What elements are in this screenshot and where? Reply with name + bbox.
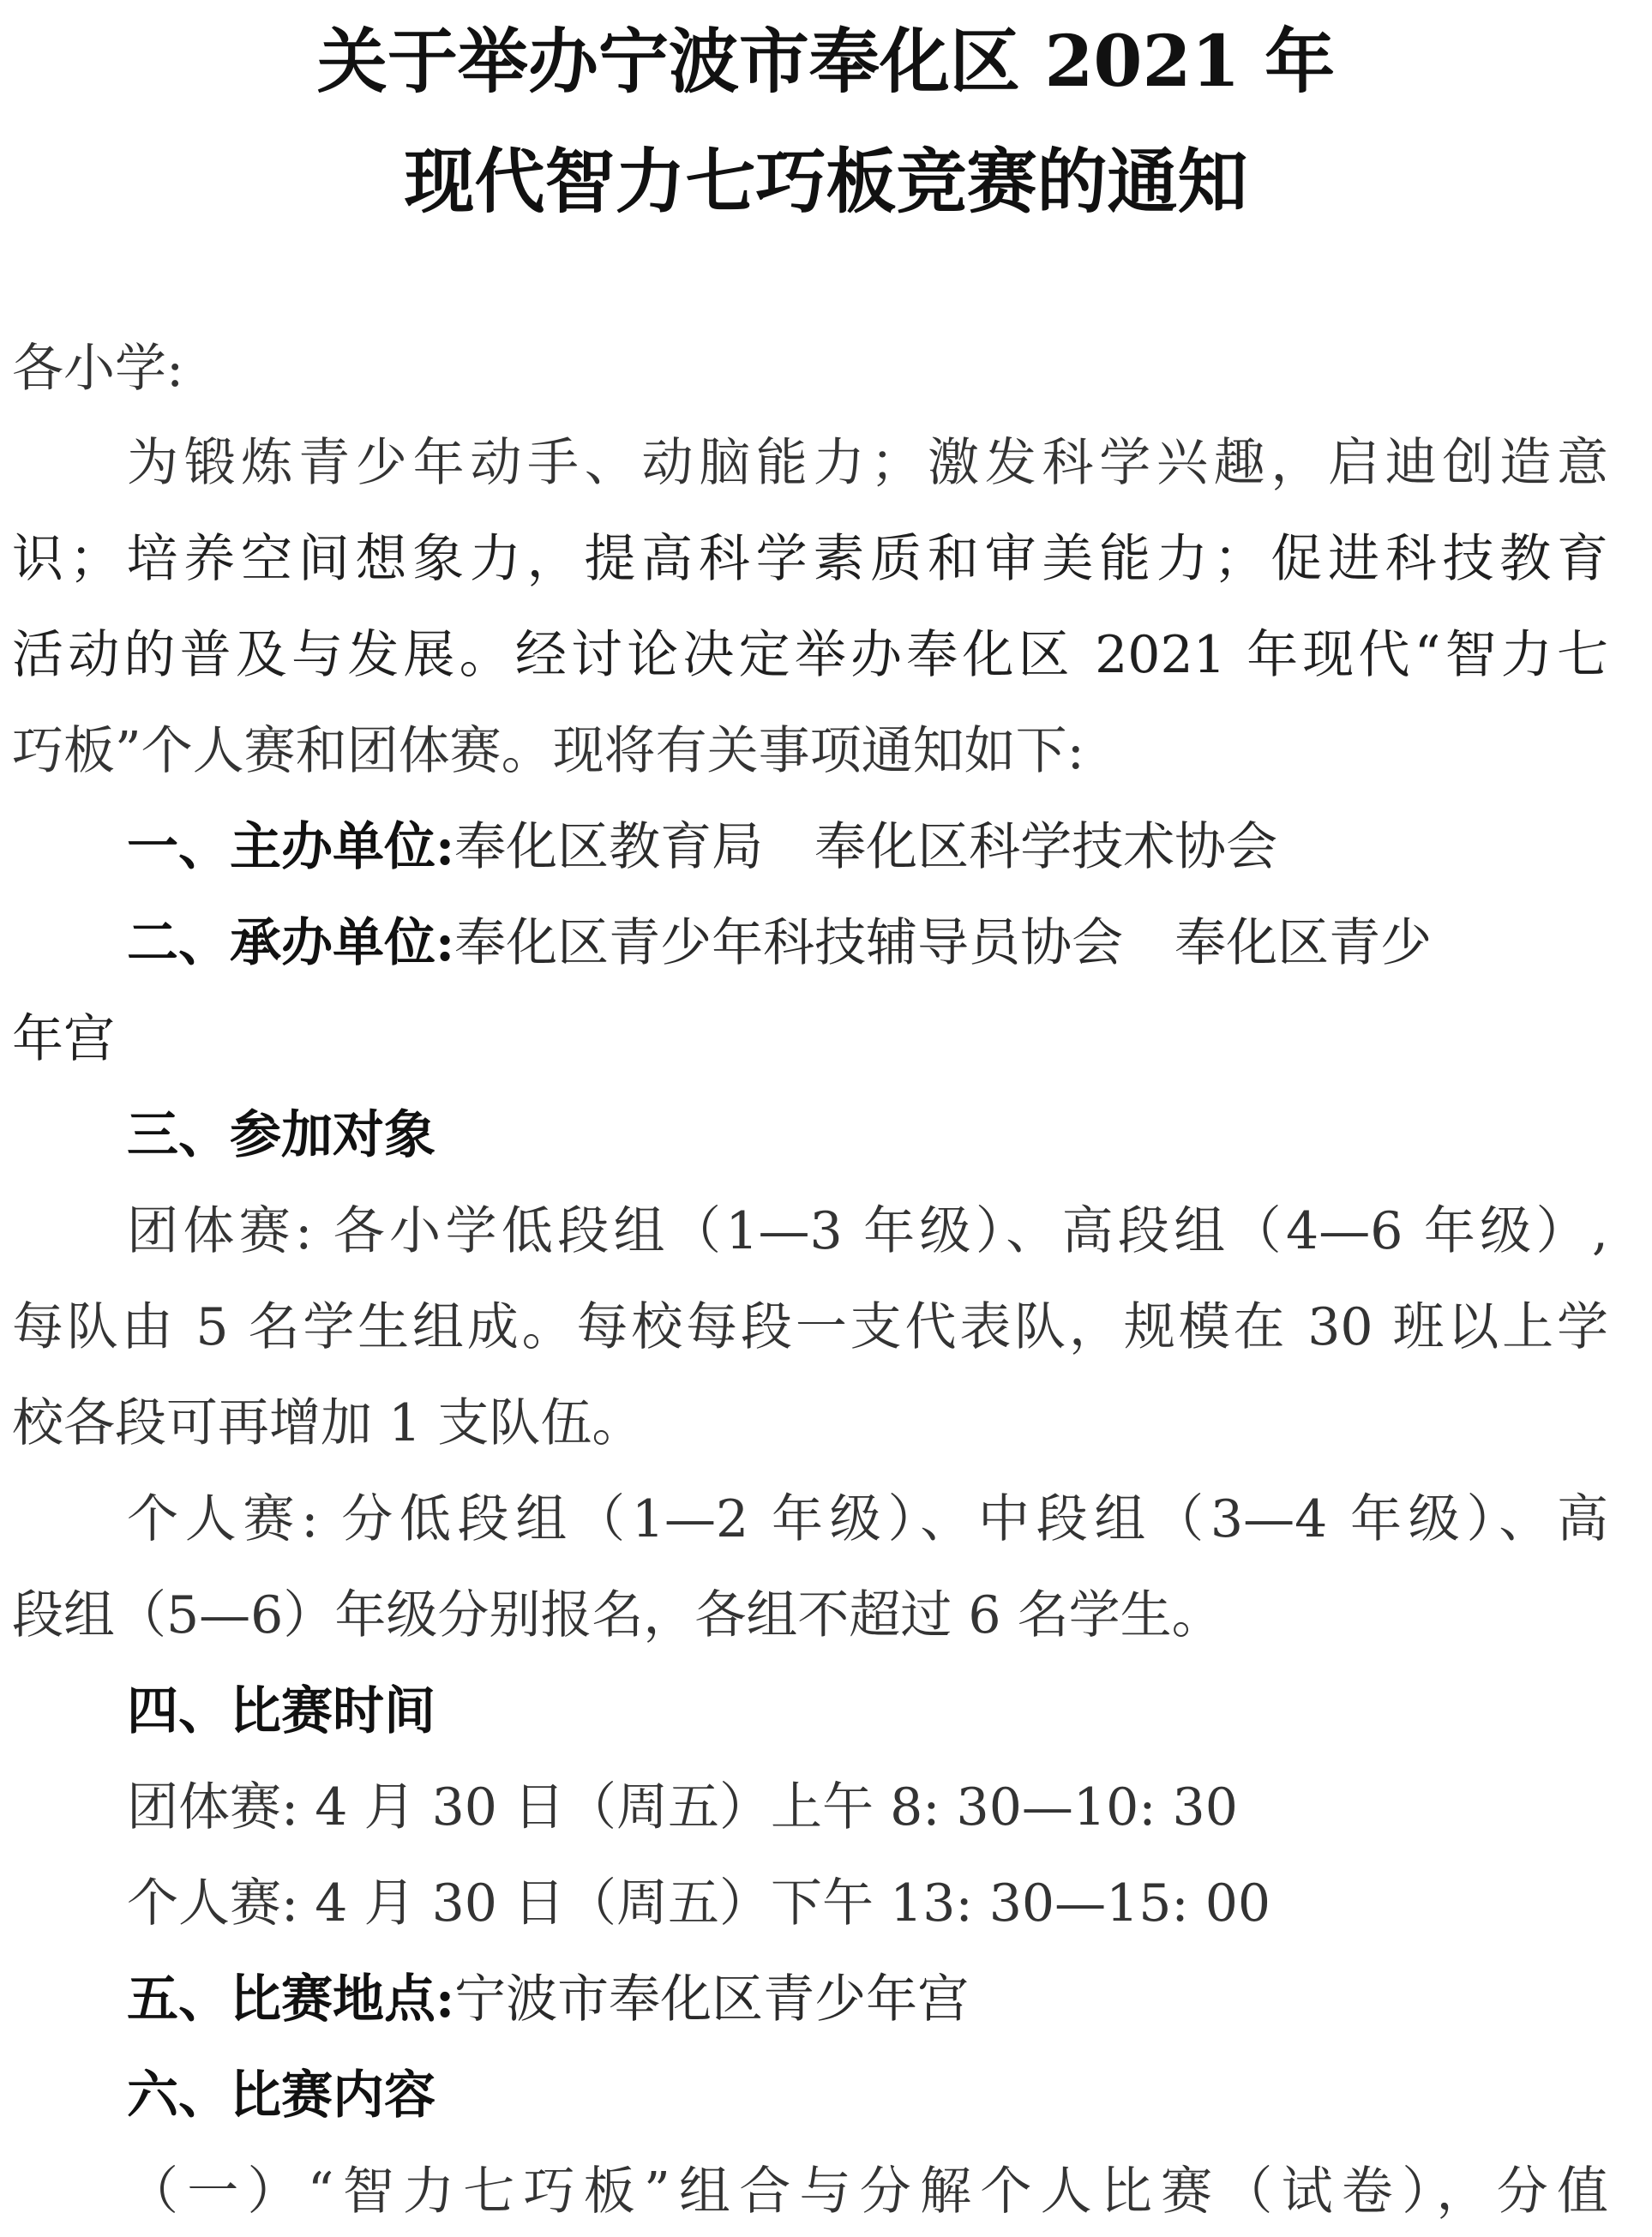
intro-line-4: 巧板”个人赛和团体赛。现将有关事项通知如下: bbox=[12, 721, 1084, 781]
salutation: 各小学: bbox=[12, 339, 184, 399]
individual-eligibility-line-1: 个人赛: 分低段组（1—2 年级）、中段组（3—4 年级）、高 bbox=[127, 1489, 1608, 1549]
section-participants-heading: 三、参加对象 bbox=[127, 1105, 436, 1165]
team-eligibility-line-3: 校各段可再增加 1 支队伍。 bbox=[12, 1393, 644, 1453]
section-organizer-content: 奉化区教育局 奉化区科学技术协会 bbox=[454, 817, 1278, 877]
section-host-content-line-2: 年宫 bbox=[12, 1009, 115, 1069]
section-host-heading: 二、承办单位: bbox=[127, 913, 455, 973]
document-title-line-2: 现代智力七巧板竞赛的通知 bbox=[404, 141, 1248, 223]
section-organizer-heading: 一、主办单位: bbox=[127, 817, 455, 877]
section-host bbox=[127, 909, 1608, 977]
document-title-line-1: 关于举办宁波市奉化区 2021 年 bbox=[316, 21, 1336, 103]
intro-line-1: 为锻炼青少年动手、动脑能力；激发科学兴趣，启迪创造意 bbox=[127, 433, 1608, 493]
section-venue-content: 宁波市奉化区青少年宫 bbox=[454, 1969, 970, 2030]
intro-line-2: 识；培养空间想象力，提高科学素质和审美能力；促进科技教育 bbox=[12, 529, 1608, 589]
team-eligibility-line-1: 团体赛: 各小学低段组（1—3 年级）、高段组（4—6 年级）, bbox=[127, 1201, 1608, 1261]
section-time-heading: 四、比赛时间 bbox=[127, 1681, 436, 1741]
intro-line-3: 活动的普及与发展。经讨论决定举办奉化区 2021 年现代“智力七 bbox=[12, 625, 1608, 685]
individual-eligibility-line-2: 段组（5—6）年级分别报名，各组不超过 6 名学生。 bbox=[12, 1585, 1223, 1645]
individual-competition-time: 个人赛: 4 月 30 日（周五）下午 13: 30—15: 00 bbox=[127, 1873, 1271, 1933]
team-eligibility-line-2: 每队由 5 名学生组成。每校每段一支代表队，规模在 30 班以上学 bbox=[12, 1297, 1608, 1357]
section-organizer bbox=[127, 813, 1277, 881]
section-host-content-line-1: 奉化区青少年科技辅导员协会 奉化区青少 bbox=[454, 913, 1433, 973]
section-content-heading: 六、比赛内容 bbox=[127, 2066, 436, 2126]
content-item-1: （一）“智力七巧板”组合与分解个人比赛（试卷），分值 bbox=[127, 2162, 1608, 2222]
team-competition-time: 团体赛: 4 月 30 日（周五）上午 8: 30—10: 30 bbox=[127, 1777, 1238, 1837]
section-venue-heading: 五、比赛地点: bbox=[127, 1969, 455, 2030]
section-venue bbox=[127, 1965, 969, 2034]
